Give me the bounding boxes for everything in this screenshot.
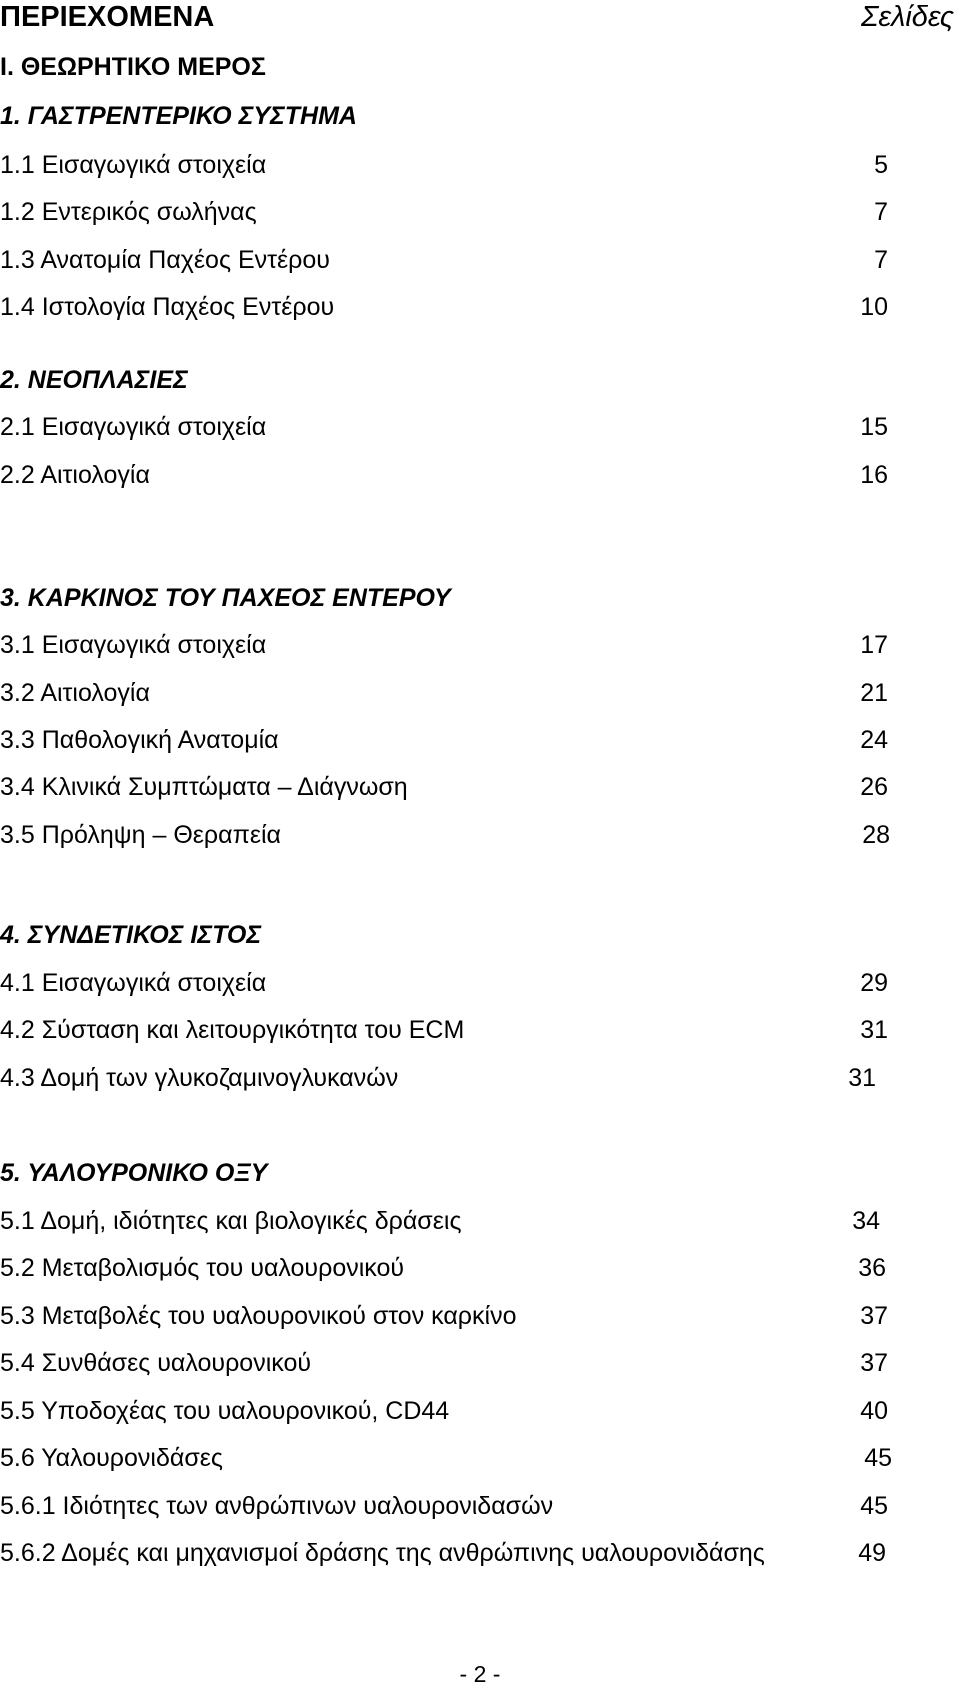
toc-entry-page: 16 (860, 461, 888, 489)
toc-entry-label: 1.2 Εντερικός σωλήνας (0, 198, 257, 226)
toc-entry-label: 3.3 Παθολογική Ανατομία (0, 726, 279, 754)
toc-entry-page: 49 (858, 1539, 886, 1567)
toc-entry-label: 5.5 Υποδοχέας του υαλουρονικού, CD44 (0, 1397, 450, 1425)
toc-entry-page: 28 (862, 821, 890, 849)
toc-entry-label: 3.2 Αιτιολογία (0, 679, 150, 707)
toc-entry-page: 37 (860, 1349, 888, 1377)
toc-entry-label: 1.4 Ιστολογία Παχέος Εντέρου (0, 293, 335, 321)
chapter-heading: 4. ΣΥΝΔΕΤΙΚΟΣ ΙΣΤΟΣ (0, 921, 262, 949)
toc-entry-page: 31 (860, 1016, 888, 1044)
toc-entry-page: 36 (858, 1254, 886, 1282)
toc-entry-page: 37 (860, 1302, 888, 1330)
toc-entry-label: 5.6.1 Ιδιότητες των ανθρώπινων υαλουρονιδασών (0, 1492, 554, 1520)
toc-entry-page: 10 (860, 293, 888, 321)
toc-entry-label: 5.3 Μεταβολές του υαλουρονικού στον καρκίνο (0, 1302, 517, 1330)
toc-entry-page: 45 (860, 1492, 888, 1520)
toc-entry-label: 5.2 Μεταβολισμός του υαλουρονικού (0, 1254, 405, 1282)
chapter-heading: 1. ΓΑΣΤΡΕΝΤΕΡΙΚΟ ΣΥΣΤΗΜΑ (0, 102, 357, 130)
toc-entry-page: 26 (860, 773, 888, 801)
toc-entry-label: 2.2 Αιτιολογία (0, 461, 150, 489)
toc-title: ΠΕΡΙΕΧΟΜΕΝΑ (0, 1, 215, 33)
toc-entry-label: 4.2 Σύσταση και λειτουργικότητα του ECM (0, 1016, 465, 1044)
toc-entry-page: 40 (860, 1397, 888, 1425)
toc-entry-label: 3.5 Πρόληψη – Θεραπεία (0, 821, 281, 849)
toc-entry-label: 2.1 Εισαγωγικά στοιχεία (0, 413, 267, 441)
toc-entry-label: 4.1 Εισαγωγικά στοιχεία (0, 969, 267, 997)
toc-entry-page: 17 (860, 631, 888, 659)
toc-entry-page: 31 (848, 1064, 876, 1092)
toc-entry-label: 3.1 Εισαγωγικά στοιχεία (0, 631, 267, 659)
chapter-heading: 3. ΚΑΡΚΙΝΟΣ ΤΟΥ ΠΑΧΕΟΣ ΕΝΤΕΡΟΥ (0, 584, 451, 612)
toc-entry-page: 7 (874, 198, 888, 226)
toc-entry-label: 1.1 Εισαγωγικά στοιχεία (0, 151, 267, 179)
toc-entry-label: 5.4 Συνθάσες υαλουρονικού (0, 1349, 312, 1377)
toc-entry-label: 4.3 Δομή των γλυκοζαμινογλυκανών (0, 1064, 399, 1092)
page-number-footer: - 2 - (459, 1661, 501, 1687)
toc-entry-page: 34 (852, 1207, 880, 1235)
toc-entry-label: 3.4 Κλινικά Συμπτώματα – Διάγνωση (0, 773, 408, 801)
toc-entry-label: 5.1 Δομή, ιδιότητες και βιολογικές δράσεις (0, 1207, 462, 1235)
toc-entry-page: 5 (874, 151, 888, 179)
toc-entry-page: 29 (860, 969, 888, 997)
toc-entry-label: 1.3 Ανατομία Παχέος Εντέρου (0, 246, 330, 274)
chapter-heading: 2. ΝΕΟΠΛΑΣΙΕΣ (0, 366, 188, 394)
pages-column-label: Σελίδες (860, 1, 954, 33)
chapter-heading: 5. ΥΑΛΟΥΡΟΝΙΚΟ ΟΞΥ (0, 1159, 268, 1187)
toc-entry-label: 5.6 Υαλουρονιδάσες (0, 1444, 223, 1472)
toc-entry-label: 5.6.2 Δομές και μηχανισμοί δράσης της ανθρώπινης υαλουρονιδάσης (0, 1539, 765, 1567)
toc-entry-page: 21 (860, 679, 888, 707)
toc-entry-page: 24 (860, 726, 888, 754)
toc-entry-page: 45 (864, 1444, 892, 1472)
toc-entry-page: 15 (860, 413, 888, 441)
part-heading: Ι. ΘΕΩΡΗΤΙΚΟ ΜΕΡΟΣ (0, 53, 266, 81)
toc-entry-page: 7 (874, 246, 888, 274)
